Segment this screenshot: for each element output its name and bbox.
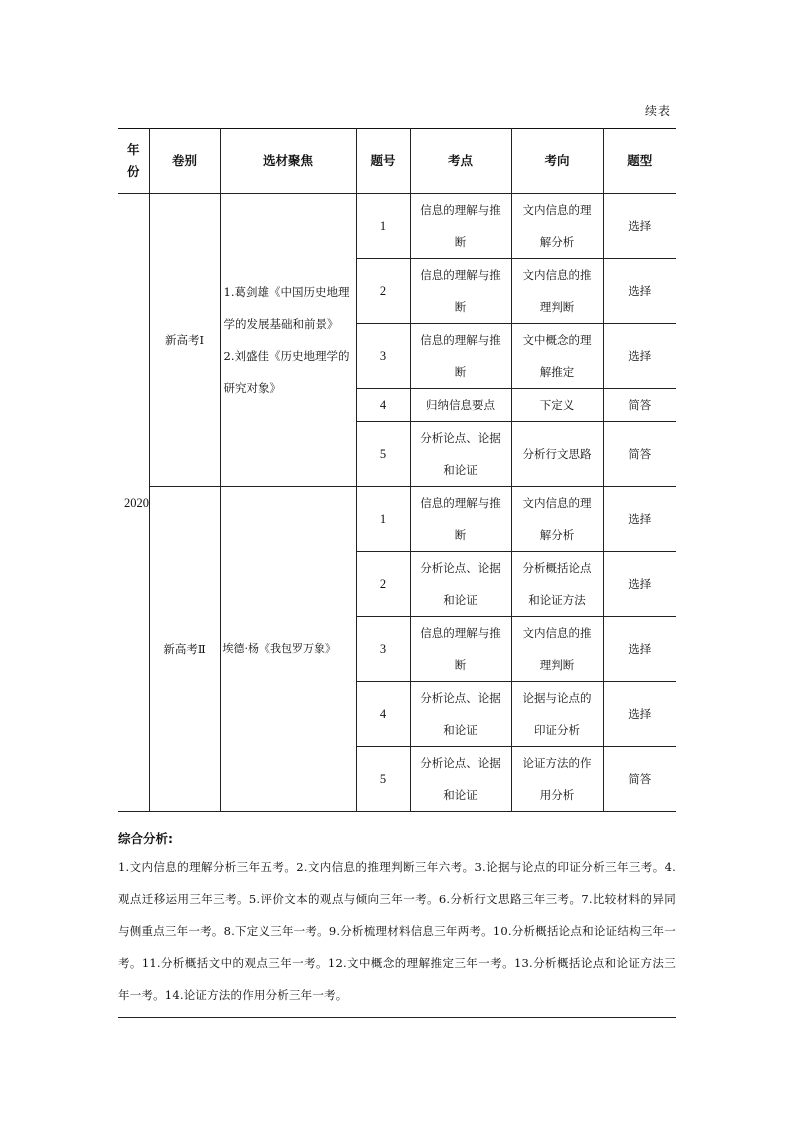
material-cell xyxy=(220,194,356,487)
exam-direction: 论证方法的作用分析 xyxy=(511,747,603,812)
header-year: 年份 xyxy=(118,129,149,194)
question-no: 1 xyxy=(356,194,410,259)
material-item: 1.葛剑雄《中国历史地理学的发展基础和前景》 xyxy=(223,285,350,331)
question-type: 简答 xyxy=(603,389,676,422)
question-type: 选择 xyxy=(603,682,676,747)
question-no: 5 xyxy=(356,422,410,487)
material-item: 2.刘盛佳《历史地理学的研究对象》 xyxy=(223,349,350,395)
question-no: 3 xyxy=(356,324,410,389)
exam-direction: 文内信息的理解分析 xyxy=(511,194,603,259)
exam-point: 归纳信息要点 xyxy=(410,389,511,422)
exam-point: 分析论点、论据和论证 xyxy=(410,552,511,617)
material-cell: 埃德·杨《我包罗万象》 xyxy=(220,487,356,812)
exam-point: 信息的理解与推断 xyxy=(410,487,511,552)
exam-point: 分析论点、论据和论证 xyxy=(410,747,511,812)
exam-direction: 文内信息的推理判断 xyxy=(511,617,603,682)
table-row xyxy=(118,194,676,259)
question-type: 简答 xyxy=(603,422,676,487)
comprehensive-analysis xyxy=(118,820,676,1018)
exam-direction: 分析行文思路 xyxy=(511,422,603,487)
exam-point: 信息的理解与推断 xyxy=(410,617,511,682)
question-type: 选择 xyxy=(603,487,676,552)
table-header-row xyxy=(118,129,676,194)
header-material: 选材聚焦 xyxy=(220,129,356,194)
question-no: 2 xyxy=(356,259,410,324)
question-type: 选择 xyxy=(603,617,676,682)
question-no: 1 xyxy=(356,487,410,552)
question-type: 选择 xyxy=(603,552,676,617)
analysis-title: 综合分析: xyxy=(118,831,173,846)
question-type: 选择 xyxy=(603,259,676,324)
exam-point: 信息的理解与推断 xyxy=(410,324,511,389)
question-no: 5 xyxy=(356,747,410,812)
question-type: 简答 xyxy=(603,747,676,812)
continued-label: 续表 xyxy=(644,104,671,118)
question-no: 2 xyxy=(356,552,410,617)
exam-point: 分析论点、论据和论证 xyxy=(410,682,511,747)
exam-analysis-table xyxy=(118,128,676,812)
exam-point: 分析论点、论据和论证 xyxy=(410,422,511,487)
header-paper: 卷别 xyxy=(149,129,220,194)
exam-direction: 论据与论点的印证分析 xyxy=(511,682,603,747)
exam-direction: 下定义 xyxy=(511,389,603,422)
header-question-no: 题号 xyxy=(356,129,410,194)
question-no: 3 xyxy=(356,617,410,682)
question-no: 4 xyxy=(356,389,410,422)
question-no: 4 xyxy=(356,682,410,747)
paper-cell: 新高考Ⅰ xyxy=(149,194,220,487)
paper-cell: 新高考Ⅱ xyxy=(149,487,220,812)
header-exam-point: 考点 xyxy=(410,129,511,194)
exam-direction: 文内信息的推理判断 xyxy=(511,259,603,324)
year-cell: 2020 xyxy=(118,194,149,812)
exam-direction: 分析概括论点和论证方法 xyxy=(511,552,603,617)
question-type: 选择 xyxy=(603,194,676,259)
exam-point: 信息的理解与推断 xyxy=(410,259,511,324)
header-direction: 考向 xyxy=(511,129,603,194)
question-type: 选择 xyxy=(603,324,676,389)
table-row xyxy=(118,487,676,552)
exam-direction: 文中概念的理解推定 xyxy=(511,324,603,389)
analysis-body: 1.文内信息的理解分析三年五考。2.文内信息的推理判断三年六考。3.论据与论点的印证分析三年三考。4.观点迁移运用三年三考。5.评价文本的观点与倾向三年一考。6.分析行文思路三年三考。7.比较材料的异同与侧重点三年一考。8.下定义三年一考。9.分析梳理材料信息三年两考。10.分析概括论点和论证结构三年一考。11.分析概括文中的观点三年一考。12.文中概念的理解推定三年一考。13.分析概括论点和论证方法三年一考。14.论证方法的作用分析三年一考。 xyxy=(118,860,676,1002)
exam-point: 信息的理解与推断 xyxy=(410,194,511,259)
header-question-type: 题型 xyxy=(603,129,676,194)
exam-direction: 文内信息的理解分析 xyxy=(511,487,603,552)
